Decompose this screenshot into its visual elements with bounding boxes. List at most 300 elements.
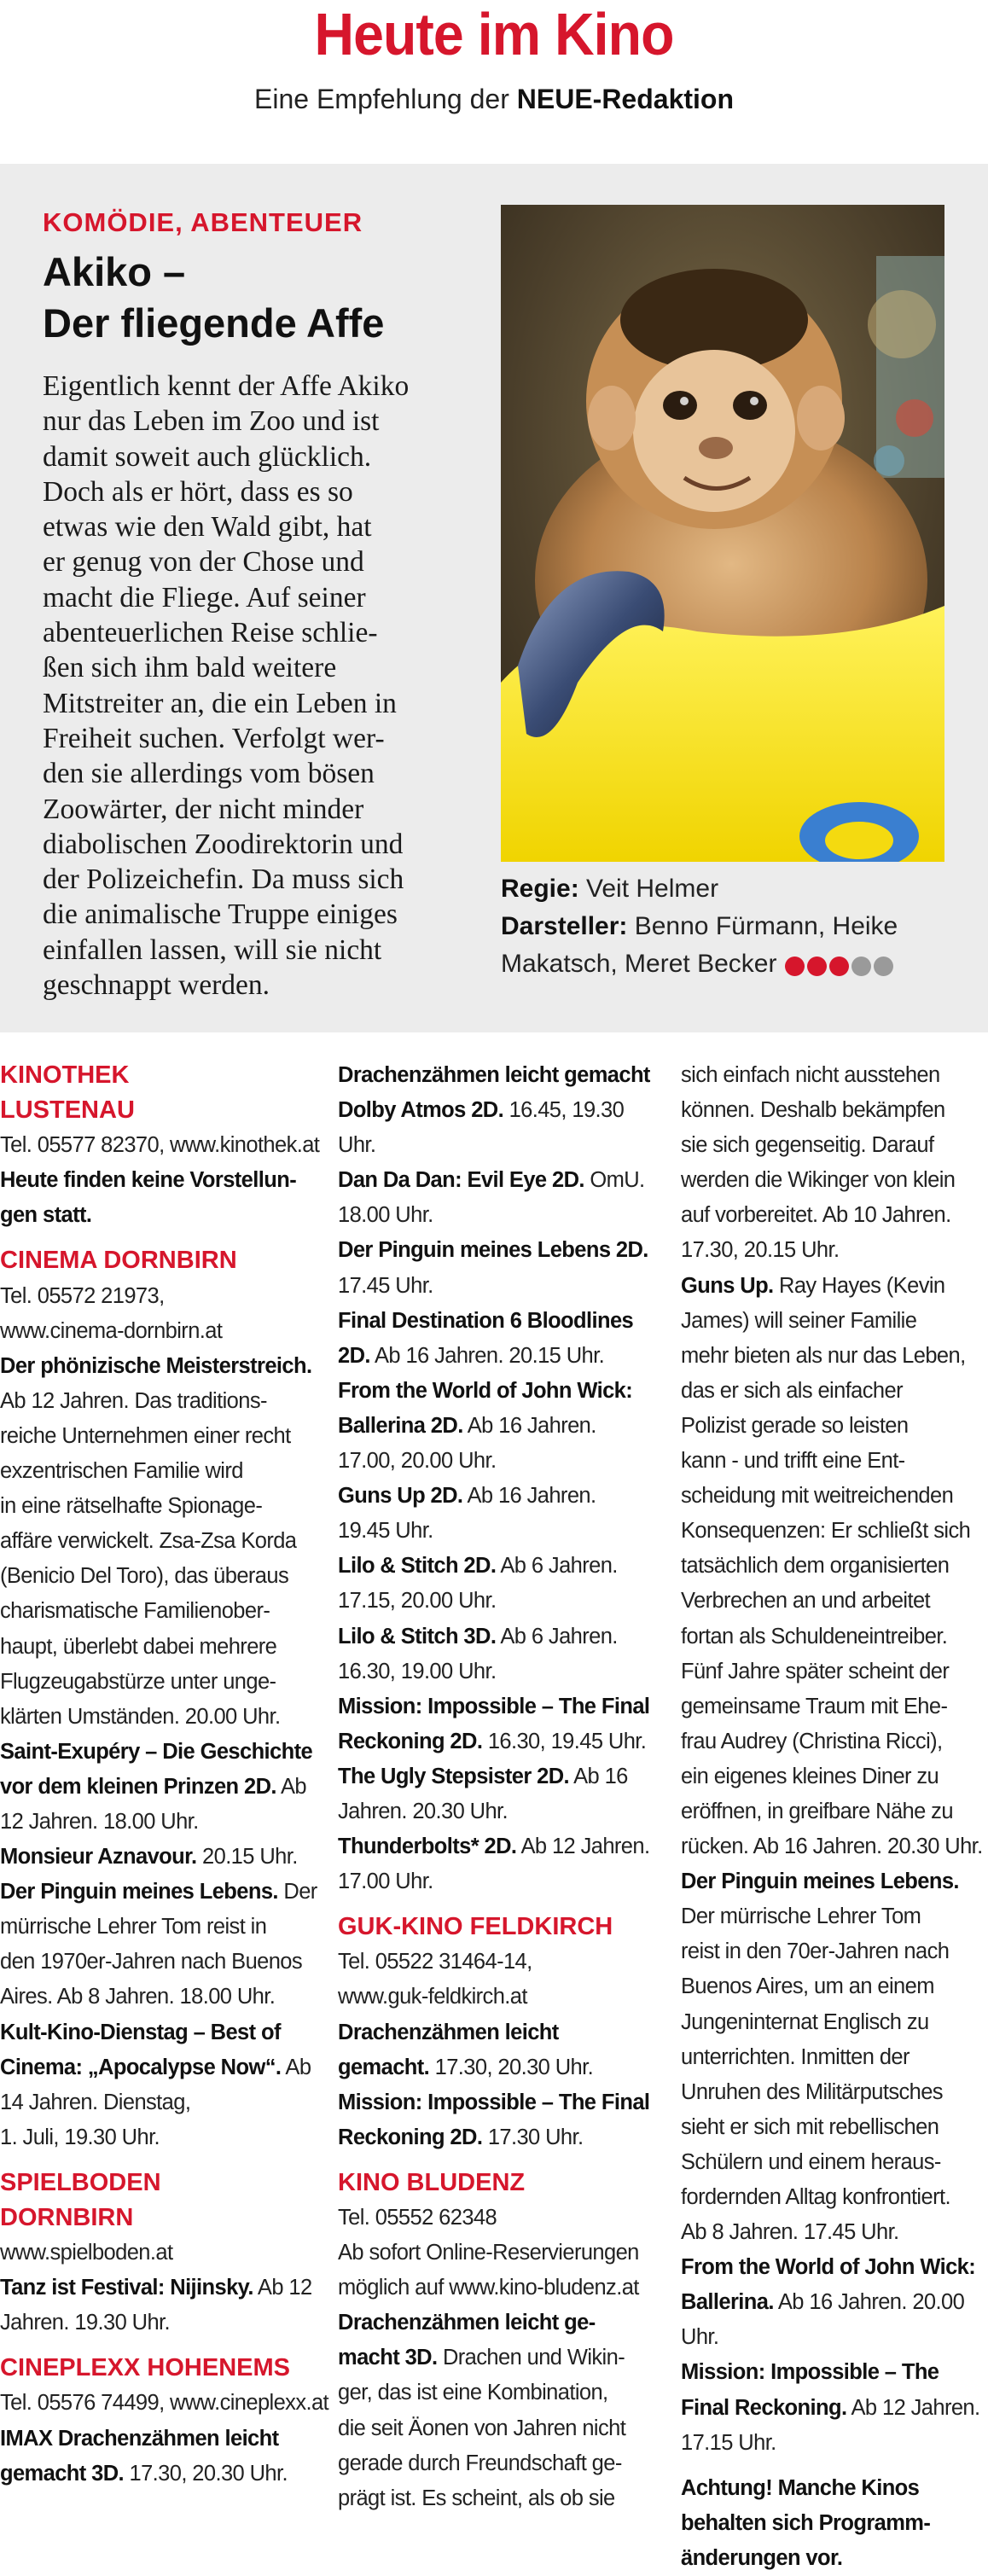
listing-text: das er sich als einfacher xyxy=(681,1378,903,1403)
listing-text: werden die Wikinger von klein xyxy=(681,1168,956,1193)
listing-text: Ab 16 Jahren. xyxy=(462,1413,596,1438)
listing-line xyxy=(338,1058,666,1093)
director-label: Regie: xyxy=(501,875,579,903)
listing-bold-text: Dan Da Dan: Evil Eye 2D. xyxy=(338,1168,584,1193)
listing-line xyxy=(681,2320,988,2355)
listing-text: Ab 6 Jahren. xyxy=(496,1554,618,1579)
listing-line xyxy=(338,1374,666,1409)
feature-body-line: diabolischen Zoodirektorin und xyxy=(43,828,404,860)
listing-text: fordernden Alltag konfrontiert. xyxy=(681,2185,950,2209)
cinema-heading: SPIELBODEN xyxy=(0,2168,161,2196)
listing-line xyxy=(681,2005,988,2040)
listing-text: www.guk-feldkirch.at xyxy=(338,1985,527,2009)
listing-line xyxy=(0,1945,328,1980)
listing-bold-text: Guns Up 2D. xyxy=(338,1484,463,1509)
rating-dot-filled xyxy=(807,957,827,976)
listing-line xyxy=(0,1805,328,1840)
cast-line xyxy=(501,908,962,945)
page-subtitle xyxy=(0,81,988,117)
director-name: Veit Helmer xyxy=(578,875,719,903)
listing-line xyxy=(338,1619,666,1654)
listing-line xyxy=(338,2201,666,2236)
spacer xyxy=(681,2461,988,2471)
listing-text: 18.00 Uhr. xyxy=(338,1203,433,1228)
feature-body-line: die animalische Truppe einiges xyxy=(43,898,398,931)
page-title: Heute im Kino xyxy=(314,1,674,67)
listing-line xyxy=(681,2215,988,2250)
listing-text: haupt, überlebt dabei mehrere xyxy=(0,1634,277,1659)
listing-text: Uhr. xyxy=(681,2325,719,2350)
listing-text: Ab 12 Jahren. Das traditions- xyxy=(0,1388,267,1413)
listing-text: Jahren. 20.30 Uhr. xyxy=(338,1799,509,1823)
listing-text: mürrische Lehrer Tom reist in xyxy=(0,1915,267,1939)
listing-line xyxy=(0,1700,328,1735)
listing-text: können. Deshalb bekämpfen xyxy=(681,1098,945,1123)
feature-genre: KOMÖDIE, ABENTEUER xyxy=(43,207,363,237)
listing-text: 19.45 Uhr. xyxy=(338,1519,433,1544)
listing-column-3 xyxy=(681,1058,988,2576)
listing-line xyxy=(338,1794,666,1829)
listing-text: Konsequenzen: Er schließt sich xyxy=(681,1519,971,1544)
listing-line xyxy=(681,1899,988,1934)
listing-line xyxy=(0,2085,328,2120)
listing-column-1 xyxy=(0,1058,328,2492)
listing-line xyxy=(0,1665,328,1700)
listing-text: 17.45 Uhr. xyxy=(338,1273,433,1298)
listing-line xyxy=(681,1479,988,1514)
listing-text: in eine rätselhafte Spionage- xyxy=(0,1494,263,1519)
listing-line xyxy=(338,2481,666,2516)
listing-line xyxy=(681,1444,988,1479)
listing-line xyxy=(0,1198,328,1233)
listing-text: 20.15 Uhr. xyxy=(196,1845,298,1869)
listing-line xyxy=(0,2306,328,2340)
listing-line xyxy=(338,1409,666,1444)
listing-text: klärten Umständen. 20.00 Uhr. xyxy=(0,1704,281,1729)
listing-bold-text: Kult-Kino-Dienstag – Best of xyxy=(0,2020,281,2044)
listing-text: Tel. 05552 62348 xyxy=(338,2206,497,2230)
spacer xyxy=(338,1899,666,1910)
listing-text: den 1970er-Jahren nach Buenos xyxy=(0,1950,303,1974)
listing-line xyxy=(681,1689,988,1724)
listing-line xyxy=(0,1770,328,1805)
feature-body-line: den sie allerdings vom bösen xyxy=(43,758,375,790)
listing-text: unterrichten. Inmitten der xyxy=(681,2044,910,2069)
listing-line xyxy=(681,1093,988,1128)
listing-line xyxy=(338,1829,666,1864)
movie-photo xyxy=(501,205,944,862)
listing-line xyxy=(0,1489,328,1524)
listing-line xyxy=(338,1654,666,1689)
listing-line xyxy=(681,2355,988,2390)
listing-bold-text: Reckoning 2D. xyxy=(338,1729,483,1753)
listing-line xyxy=(338,1759,666,1794)
listing-text: Ab xyxy=(276,1774,306,1799)
listing-text: Ray Hayes (Kevin xyxy=(773,1273,945,1298)
listing-line xyxy=(681,1128,988,1163)
listing-line xyxy=(338,1444,666,1479)
listing-text: 16.30, 19.45 Uhr. xyxy=(482,1729,647,1753)
listing-line xyxy=(0,1735,328,1770)
listing-text: sie sich gegenseitig. Darauf xyxy=(681,1133,934,1158)
listing-column-2 xyxy=(338,1058,666,2516)
listing-bold-text: Thunderbolts* 2D. xyxy=(338,1835,517,1859)
subtitle-bold: NEUE-Redaktion xyxy=(516,84,734,114)
listing-text: Jahren. 19.30 Uhr. xyxy=(0,2311,171,2335)
listing-line xyxy=(338,1304,666,1339)
listing-line xyxy=(681,1514,988,1549)
feature-body-line: Freiheit suchen. Verfolgt wer- xyxy=(43,722,385,754)
feature-body-line: einfallen lassen, will sie nicht xyxy=(43,933,382,966)
feature-body-line: der Polizeichefin. Da muss sich xyxy=(43,864,404,896)
listing-bold-text: Lilo & Stitch 2D. xyxy=(338,1554,497,1579)
listing-text: gemeinsame Traum mit Ehe- xyxy=(681,1694,948,1718)
listing-line xyxy=(338,1093,666,1128)
listing-text: 1. Juli, 19.30 Uhr. xyxy=(0,2125,160,2149)
listing-text: Verbrechen an und arbeitet xyxy=(681,1589,931,1614)
listing-line xyxy=(681,2250,988,2285)
listing-text: 17.30, 20.30 Uhr. xyxy=(124,2461,288,2486)
cinema-heading: LUSTENAU xyxy=(0,1096,135,1125)
listing-bold-text: 2D. xyxy=(338,1343,370,1368)
listing-line xyxy=(338,2340,666,2375)
listing-text: charismatische Familienober- xyxy=(0,1599,270,1624)
listing-line xyxy=(338,2050,666,2085)
listing-line xyxy=(681,2110,988,2145)
listing-line xyxy=(338,2306,666,2340)
listing-line xyxy=(338,2375,666,2410)
feature-body-line: Zoowärter, der nicht minder xyxy=(43,793,364,825)
listing-line xyxy=(681,1374,988,1409)
listing-line xyxy=(0,1314,328,1349)
listing-text: sich einfach nicht ausstehen xyxy=(681,1063,940,1087)
listing-bold-text: vor dem kleinen Prinzen 2D. xyxy=(0,1774,276,1799)
listing-line xyxy=(0,1454,328,1489)
listing-line xyxy=(338,1724,666,1759)
feature-body-line: nur das Leben im Zoo und ist xyxy=(43,405,380,438)
listing-line xyxy=(681,2075,988,2110)
listing-text: reist in den 70er-Jahren nach xyxy=(681,1939,950,1964)
listing-line xyxy=(681,1409,988,1444)
listing-bold-text: IMAX Drachenzähmen leicht xyxy=(0,2426,279,2451)
listing-line xyxy=(681,1724,988,1759)
listing-bold-text: Der Pinguin meines Lebens. xyxy=(0,1880,278,1904)
cinema-heading: CINEMA DORNBIRN xyxy=(0,1247,237,1275)
listing-text: Der mürrische Lehrer Tom xyxy=(681,1904,921,1929)
listing-line xyxy=(0,1630,328,1665)
spacer xyxy=(0,2340,328,2351)
listing-line xyxy=(681,1654,988,1689)
listing-text: Fünf Jahre später scheint der xyxy=(681,1659,950,1683)
feature-body-line: etwas wie den Wald gibt, hat xyxy=(43,511,372,544)
listing-line xyxy=(681,1934,988,1969)
listing-bold-text: Monsieur Aznavour. xyxy=(0,1845,197,1869)
listing-text: 14 Jahren. Dienstag, xyxy=(0,2090,191,2114)
feature-body-line: geschnappt werden. xyxy=(43,969,270,1002)
listing-text: Ab 12 Jahren. xyxy=(846,2395,980,2420)
listing-line xyxy=(338,1128,666,1163)
listing-line xyxy=(0,1840,328,1875)
listing-line xyxy=(338,2446,666,2481)
listing-line xyxy=(0,2050,328,2085)
listing-text: OmU. xyxy=(584,1168,645,1193)
listing-text: Flugzeugabstürze unter unge- xyxy=(0,1669,276,1694)
listing-text: Tel. 05577 82370, www.kinothek.at xyxy=(0,1133,320,1158)
listing-line xyxy=(0,2236,328,2271)
listing-text: www.cinema-dornbirn.at xyxy=(0,1318,223,1343)
listing-text: 17.15 Uhr. xyxy=(681,2430,776,2455)
listing-line xyxy=(338,1233,666,1268)
listing-bold-text: Lilo & Stitch 3D. xyxy=(338,1624,497,1649)
feature-body-line: er genug von der Chose und xyxy=(43,546,364,579)
listing-line xyxy=(0,1559,328,1594)
listing-line xyxy=(338,2120,666,2155)
listing-bold-text: Drachenzähmen leicht gemacht xyxy=(338,1063,650,1087)
listing-line xyxy=(0,2120,328,2155)
spacer xyxy=(0,2155,328,2166)
listing-text: Ab 6 Jahren. xyxy=(496,1624,618,1649)
listing-line xyxy=(0,2386,328,2421)
listing-bold-text: Final Reckoning. xyxy=(681,2395,847,2420)
listing-line xyxy=(0,1419,328,1454)
listing-text: Ab 16 xyxy=(569,1764,628,1788)
listing-line xyxy=(338,1163,666,1198)
feature-body-line: damit soweit auch glücklich. xyxy=(43,440,372,473)
spacer xyxy=(338,2155,666,2166)
cast-names: Benno Fürmann, Heike xyxy=(627,912,898,940)
listing-text: kann - und trifft eine Ent- xyxy=(681,1449,905,1474)
listing-line xyxy=(681,2426,988,2461)
listing-line xyxy=(338,2236,666,2271)
monkey-photo-illustration xyxy=(501,205,944,862)
listing-text: sieht er sich mit rebellischen xyxy=(681,2114,939,2139)
feature-title xyxy=(43,247,486,349)
listing-text: Tel. 05576 74499, www.cineplexx.at xyxy=(0,2391,329,2416)
listing-text: Unruhen des Militärputsches xyxy=(681,2079,943,2104)
listing-text: 17.00 Uhr. xyxy=(338,1869,433,1894)
listing-bold-text: Der Pinguin meines Lebens. xyxy=(681,1869,959,1894)
listing-bold-text: änderungen vor. xyxy=(681,2545,843,2570)
listing-text: Der xyxy=(277,1880,317,1904)
listing-text: Schülern und einem heraus- xyxy=(681,2149,941,2174)
listing-line xyxy=(681,1864,988,1899)
listing-bold-text: Saint-Exupéry – Die Geschichte xyxy=(0,1739,313,1764)
cinema-heading: DORNBIRN xyxy=(0,2204,134,2231)
listing-line xyxy=(681,1619,988,1654)
listing-line xyxy=(681,1304,988,1339)
listing-line xyxy=(681,1759,988,1794)
listing-text: 17.00, 20.00 Uhr. xyxy=(338,1449,497,1474)
listing-line xyxy=(0,2015,328,2050)
listing-line xyxy=(0,1279,328,1314)
listing-text: tatsächlich dem organisierten xyxy=(681,1554,950,1579)
subtitle-prefix: Eine Empfehlung der xyxy=(254,84,517,114)
rating-dot-filled xyxy=(785,957,805,976)
listing-line xyxy=(0,1128,328,1163)
listing-line xyxy=(0,2457,328,2492)
listing-bold-text: Heute finden keine Vorstellun- xyxy=(0,1168,297,1193)
rating-dot-empty xyxy=(874,957,893,976)
feature-title-line: Akiko – xyxy=(43,249,186,294)
listing-text: gerade durch Freundschaft ge- xyxy=(338,2451,622,2475)
listing-text: Aires. Ab 8 Jahren. 18.00 Uhr. xyxy=(0,1985,276,2009)
listing-text: fortan als Schuldeneintreiber. xyxy=(681,1624,948,1649)
listing-text: Drachen und Wikin- xyxy=(437,2346,625,2370)
listing-line xyxy=(338,1339,666,1374)
feature-body-line: Doch als er hört, dass es so xyxy=(43,475,353,508)
listing-text: Uhr. xyxy=(338,1133,376,1158)
listing-bold-text: Ballerina 2D. xyxy=(338,1413,463,1438)
listing-text: Ab 16 Jahren. 20.00 xyxy=(773,2290,965,2315)
listing-bold-text: Mission: Impossible – The xyxy=(681,2360,939,2385)
listing-text: ger, das ist eine Kombination, xyxy=(338,2381,608,2405)
listing-bold-text: gemacht 3D. xyxy=(0,2461,125,2486)
cinema-heading: KINOTHEK xyxy=(0,1061,130,1089)
listing-line xyxy=(0,1594,328,1629)
listing-bold-text: Ballerina. xyxy=(681,2290,774,2315)
listing-text: exzentrischen Familie wird xyxy=(0,1459,243,1484)
listing-text: Ab xyxy=(281,2055,311,2079)
feature-box xyxy=(0,164,988,1032)
listing-line xyxy=(0,1910,328,1945)
listing-line xyxy=(681,2391,988,2426)
cinema-heading: KINO BLUDENZ xyxy=(338,2168,526,2196)
listing-line xyxy=(681,2471,988,2506)
listing-line xyxy=(0,1980,328,2015)
listing-line xyxy=(681,1233,988,1268)
listing-text: rücken. Ab 16 Jahren. 20.30 Uhr. xyxy=(681,1835,983,1859)
listing-line xyxy=(338,2271,666,2306)
listing-text: prägt ist. Es scheint, als ob sie xyxy=(338,2486,615,2510)
listing-text: 16.45, 19.30 xyxy=(503,1098,625,1123)
listing-line xyxy=(681,2145,988,2180)
cinema-heading: GUK-KINO FELDKIRCH xyxy=(338,1913,613,1941)
listing-line xyxy=(0,1163,328,1198)
cast-line-2 xyxy=(501,945,962,984)
listing-line xyxy=(681,2040,988,2075)
listing-text: (Benicio Del Toro), das überaus xyxy=(0,1564,289,1589)
listing-line xyxy=(338,1584,666,1619)
listing-text: 17.30, 20.30 Uhr. xyxy=(429,2055,594,2079)
cinema-heading: CINEPLEXX HOHENEMS xyxy=(0,2354,290,2382)
listing-text: 12 Jahren. 18.00 Uhr. xyxy=(0,1809,199,1834)
feature-body-line: Eigentlich kennt der Affe Akiko xyxy=(43,370,410,402)
listing-bold-text: Der Pinguin meines Lebens 2D. xyxy=(338,1238,648,1263)
feature-body-line: abenteuerlichen Reise schlie- xyxy=(43,617,378,649)
listing-bold-text: gemacht. xyxy=(338,2055,430,2079)
listing-line xyxy=(681,2506,988,2541)
listing-line xyxy=(0,2422,328,2457)
listing-bold-text: Reckoning 2D. xyxy=(338,2125,483,2149)
listing-line xyxy=(338,1514,666,1549)
listing-line xyxy=(0,1384,328,1419)
listing-line xyxy=(681,1269,988,1304)
listing-bold-text: The Ugly Stepsister 2D. xyxy=(338,1764,570,1788)
listing-text: 16.30, 19.00 Uhr. xyxy=(338,1659,497,1683)
feature-title-line: Der fliegende Affe xyxy=(43,300,385,346)
listing-text: Ab 16 Jahren. xyxy=(462,1484,596,1509)
listing-line xyxy=(681,2285,988,2320)
listing-text: reiche Unternehmen einer recht xyxy=(0,1423,291,1448)
listing-line xyxy=(338,2411,666,2446)
listing-text: 17.30, 20.15 Uhr. xyxy=(681,1238,840,1263)
listing-bold-text: Final Destination 6 Bloodlines xyxy=(338,1308,634,1333)
listing-line xyxy=(338,1479,666,1514)
cast-label: Darsteller: xyxy=(501,912,628,940)
director-line xyxy=(501,870,962,908)
listing-text: James) will seiner Familie xyxy=(681,1308,917,1333)
listing-bold-text: From the World of John Wick: xyxy=(681,2255,976,2280)
listing-text: 17.30 Uhr. xyxy=(482,2125,584,2149)
listing-line xyxy=(338,1269,666,1304)
listing-text: möglich auf www.kino-bludenz.at xyxy=(338,2276,639,2300)
spacer xyxy=(0,1233,328,1243)
listing-bold-text: gen statt. xyxy=(0,1203,92,1228)
listing-line xyxy=(681,1198,988,1233)
listing-text: Tel. 05522 31464-14, xyxy=(338,1950,532,1974)
listing-bold-text: macht 3D. xyxy=(338,2346,438,2370)
listing-text: Ab 8 Jahren. 17.45 Uhr. xyxy=(681,2220,899,2245)
listing-line xyxy=(338,1945,666,1980)
listing-line xyxy=(681,1794,988,1829)
listing-line xyxy=(338,2015,666,2050)
listing-line xyxy=(0,1349,328,1384)
listing-line xyxy=(338,1864,666,1899)
listing-bold-text: Der phönizische Meisterstreich. xyxy=(0,1353,312,1378)
listing-line xyxy=(681,2541,988,2576)
listing-line xyxy=(681,1584,988,1619)
listing-bold-text: From the World of John Wick: xyxy=(338,1378,633,1403)
listing-bold-text: Mission: Impossible – The Final xyxy=(338,2090,650,2114)
listing-line xyxy=(681,1058,988,1093)
listing-bold-text: Tanz ist Festival: Nijinsky. xyxy=(0,2276,253,2300)
listing-text: frau Audrey (Christina Ricci), xyxy=(681,1729,943,1753)
listing-text: mehr bieten als nur das Leben, xyxy=(681,1343,966,1368)
listing-text: ein eigenes kleines Diner zu xyxy=(681,1764,939,1788)
listing-line xyxy=(681,1829,988,1864)
listing-line xyxy=(338,1198,666,1233)
listing-text: Jungeninternat Englisch zu xyxy=(681,2009,929,2034)
listing-text: auf vorbereitet. Ab 10 Jahren. xyxy=(681,1203,951,1228)
listing-text: Polizist gerade so leisten xyxy=(681,1413,909,1438)
listing-line xyxy=(681,1549,988,1584)
feature-body-line: ßen sich ihm bald weitere xyxy=(43,652,337,684)
page-header xyxy=(0,0,988,164)
listing-text: scheidung mit weitreichenden xyxy=(681,1484,954,1509)
listing-text: die seit Äonen von Jahren nicht xyxy=(338,2416,626,2440)
listing-line xyxy=(0,1875,328,1910)
cast-names-cont: Makatsch, Meret Becker xyxy=(501,950,777,978)
listing-text: eröffnen, in greifbare Nähe zu xyxy=(681,1799,953,1823)
listing-line xyxy=(681,1969,988,2004)
rating-dot-filled xyxy=(829,957,849,976)
listing-bold-text: Guns Up. xyxy=(681,1273,774,1298)
listing-text: Ab sofort Online-Reservierungen xyxy=(338,2241,639,2265)
listing-line xyxy=(338,1980,666,2015)
listing-line xyxy=(681,2180,988,2215)
feature-credits xyxy=(501,870,962,984)
listing-bold-text: Achtung! Manche Kinos xyxy=(681,2475,920,2500)
listing-bold-text: Dolby Atmos 2D. xyxy=(338,1098,504,1123)
listing-line xyxy=(338,1689,666,1724)
listing-line xyxy=(338,1549,666,1584)
listing-line xyxy=(0,1524,328,1559)
rating-dot-empty xyxy=(851,957,871,976)
listing-line xyxy=(0,2271,328,2306)
rating-dots xyxy=(785,946,896,984)
listing-line xyxy=(681,1163,988,1198)
feature-body xyxy=(43,369,486,1003)
